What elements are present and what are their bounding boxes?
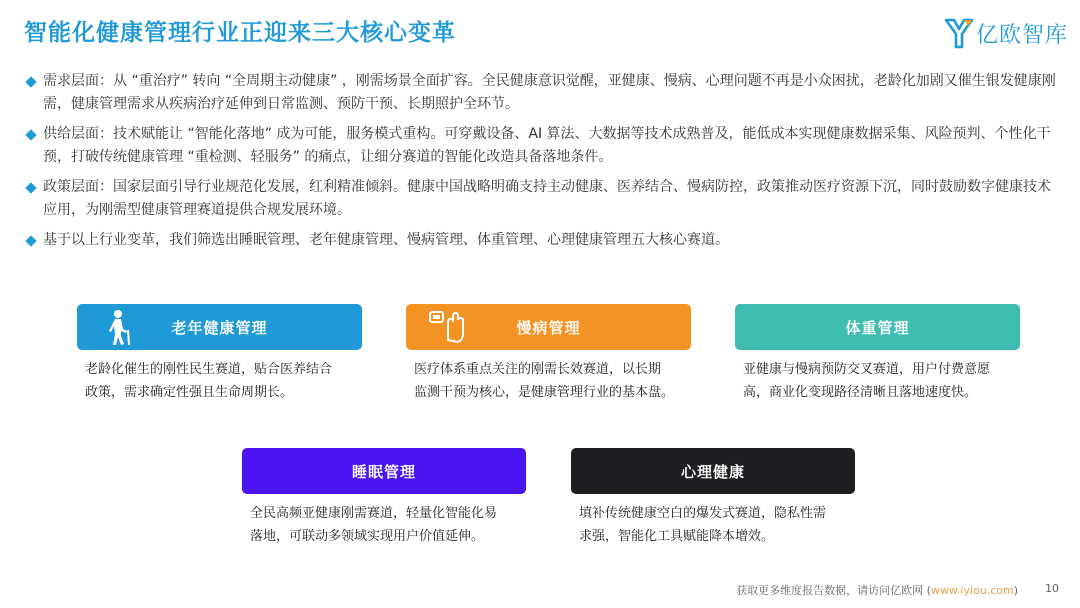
card-description: 医疗体系重点关注的刚需长效赛道，以长期 监测干预为核心，是健康管理行业的基本盘。 xyxy=(414,362,675,400)
yiou-y-logo-icon xyxy=(944,17,974,49)
card-title: 体重管理 xyxy=(845,318,910,337)
card-title: 老年健康管理 xyxy=(171,318,268,337)
card-description: 老龄化催生的刚性民生赛道，贴合医养结合 政策，需求确定性强且生命周期长。 xyxy=(85,362,333,400)
page-title: 智能化健康管理行业正迎来三大核心变革 xyxy=(24,20,456,46)
card-header xyxy=(242,448,526,494)
card-description: 全民高频亚健康刚需赛道，轻量化智能化易 落地，可联动多领域实现用户价值延伸。 xyxy=(250,506,498,544)
card-title: 心理健康 xyxy=(680,462,745,481)
card-header xyxy=(406,304,691,350)
diamond-bullet-icon xyxy=(25,235,36,246)
diamond-bullet-icon xyxy=(25,76,36,87)
card-header xyxy=(77,304,362,350)
card-weight-management xyxy=(735,304,1020,414)
card-mental-health xyxy=(571,448,855,558)
card-title: 慢病管理 xyxy=(516,318,581,337)
hand-device-icon xyxy=(428,308,468,344)
card-description: 填补传统健康空白的爆发式赛道，隐私性需 求强，智能化工具赋能降本增效。 xyxy=(579,506,827,544)
website-link[interactable]: www.iyiou.com xyxy=(930,584,1014,597)
diamond-bullet-icon xyxy=(25,182,36,193)
bullet-demand: 需求层面：从 “重治疗” 转向 “全周期主动健康” ，刚需场景全面扩容。全民健康意识觉醒，亚健康、慢病、心理问题不再是小众困扰，老龄化加剧又催生银发健康刚需，健康管理需求从疾病治疗延伸到日常监测、预防干预、长期照护全环节。 xyxy=(26,70,1056,116)
footer-note: 获取更多维度报告数据，请访问亿欧网 (www.iyiou.com) xyxy=(736,584,1018,597)
bullet-supply: 供给层面：技术赋能让 “智能化落地” 成为可能，服务模式重构。可穿戴设备、AI 算法、大数据等技术成熟普及，能低成本实现健康数据采集、风险预判、个性化干预，打破传统健康管理 “重检测、轻服务” 的痛点，让细分赛道的智能化改造具备落地条件。 xyxy=(26,123,1056,169)
page-number: 10 xyxy=(1045,582,1059,595)
card-header xyxy=(735,304,1020,350)
elderly-person-icon xyxy=(107,308,135,346)
bullet-list xyxy=(26,70,1056,259)
card-title: 睡眠管理 xyxy=(351,462,416,481)
card-header xyxy=(571,448,855,494)
logo-text: 亿欧智库 xyxy=(976,22,1069,48)
card-elderly-health xyxy=(77,304,362,414)
bullet-conclusion: 基于以上行业变革，我们筛选出睡眠管理、老年健康管理、慢病管理、体重管理、心理健康管理五大核心赛道。 xyxy=(26,229,1056,252)
brand-logo xyxy=(944,16,1068,50)
bullet-policy: 政策层面：国家层面引导行业规范化发展，红利精准倾斜。健康中国战略明确支持主动健康、医养结合、慢病防控，政策推动医疗资源下沉，同时鼓励数字健康技术应用，为刚需型健康管理赛道提供合规发展环境。 xyxy=(26,176,1056,222)
card-chronic-disease xyxy=(406,304,691,414)
card-description: 亚健康与慢病预防交叉赛道，用户付费意愿 高，商业化变现路径清晰且落地速度快。 xyxy=(743,362,991,400)
card-sleep-management xyxy=(242,448,526,558)
diamond-bullet-icon xyxy=(25,129,36,140)
